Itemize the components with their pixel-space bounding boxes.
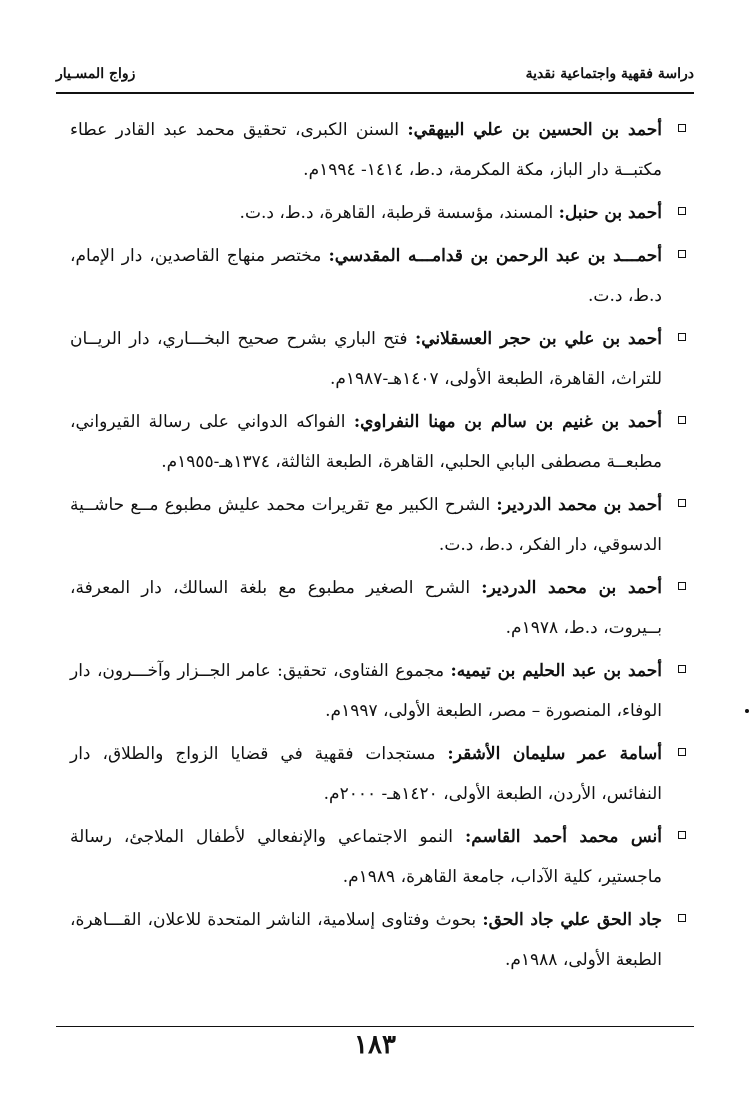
reference-entry [70, 651, 662, 731]
square-bullet-icon [678, 124, 686, 132]
reference-author: أحمـــد بن عبد الرحمن بن قدامـــه المقدسي: [328, 246, 663, 266]
square-bullet-icon [678, 831, 686, 839]
reference-details: الفواكه الدواني على رسالة القيرواني، مطبعــة مصطفى البابي الحلبي، القاهرة، الطبعة الثالثة، ١٣٧٤هـ-١٩٥٥م. [70, 412, 662, 472]
reference-details: مستجدات فقهية في قضايا الزواج والطلاق، دار النفائس، الأردن، الطبعة الأولى، ١٤٢٠هـ- ٢٠٠٠م. [70, 744, 662, 804]
reference-author: جاد الحق علي جاد الحق: [482, 910, 662, 930]
reference-author: أنس محمد أحمد القاسم: [465, 827, 662, 847]
reference-entry [70, 110, 662, 190]
header-book-subtitle: دراسة فقهية واجتماعية نقدية [525, 66, 694, 82]
footer-rule [56, 1026, 694, 1027]
header-book-title: زواج المسـيار [56, 66, 136, 82]
reference-details: المسند، مؤسسة قرطبة، القاهرة، د.ط، د.ت. [239, 203, 559, 223]
square-bullet-icon [678, 914, 686, 922]
reference-author: أحمد بن محمد الدردير: [481, 578, 662, 598]
reference-author: أحمد بن حنبل: [558, 203, 662, 223]
reference-entry [70, 900, 662, 980]
reference-entry [70, 319, 662, 399]
reference-author: أسامة عمر سليمان الأشقر: [447, 744, 662, 764]
reference-details: مختصر منهاج القاصدين، دار الإمام، د.ط، د.ت. [70, 246, 662, 306]
reference-details: بحوث وفتاوى إسلامية، الناشر المتحدة للاعلان، القـــاهرة، الطبعة الأولى، ١٩٨٨م. [70, 910, 662, 970]
square-bullet-icon [678, 582, 686, 590]
reference-details: السنن الكبرى، تحقيق محمد عبد القادر عطاء مكتبــة دار الباز، مكة المكرمة، د.ط، ١٤١٤- ١٩٩٤م. [70, 120, 662, 180]
reference-entry [70, 193, 662, 233]
square-bullet-icon [678, 665, 686, 673]
reference-author: أحمد بن علي بن حجر العسقلاني: [414, 329, 662, 349]
reference-author: أحمد بن غنيم بن سالم بن مهنا النفراوي: [353, 412, 662, 432]
square-bullet-icon [678, 748, 686, 756]
running-header [56, 62, 694, 88]
reference-entry [70, 236, 662, 316]
square-bullet-icon [678, 333, 686, 341]
header-rule [56, 92, 694, 94]
square-bullet-icon [678, 499, 686, 507]
reference-details: مجموع الفتاوى، تحقيق: عامر الجــزار وآخـــرون، دار الوفاء، المنصورة – مصر، الطبعة الأولى، ١٩٩٧م. [70, 661, 662, 721]
reference-entry [70, 568, 662, 648]
reference-list [70, 110, 662, 983]
reference-details: النمو الاجتماعي والإنفعالي لأطفال الملاجئ، رسالة ماجستير، كلية الآداب، جامعة القاهرة، ١٩٨٩م. [70, 827, 662, 887]
reference-entry [70, 734, 662, 814]
page-number: ١٨٣ [354, 1030, 396, 1060]
reference-author: أحمد بن الحسين بن علي البيهقي: [407, 120, 662, 140]
reference-entry [70, 817, 662, 897]
reference-details: فتح الباري بشرح صحيح البخـــاري، دار الريــان للتراث، القاهرة، الطبعة الأولى، ١٤٠٧هـ-١٩٨٧م. [70, 329, 662, 389]
reference-entry [70, 485, 662, 565]
reference-details: الشرح الصغير مطبوع مع بلغة السالك، دار المعرفة، بــيروت، د.ط، ١٩٧٨م. [70, 578, 662, 638]
reference-author: أحمد بن محمد الدردير: [496, 495, 662, 515]
scan-speck [745, 709, 749, 713]
reference-details: الشرح الكبير مع تقريرات محمد عليش مطبوع مــع حاشــية الدسوقي، دار الفكر، د.ط، د.ت. [70, 495, 662, 555]
square-bullet-icon [678, 416, 686, 424]
square-bullet-icon [678, 207, 686, 215]
reference-author: أحمد بن عبد الحليم بن تيميه: [450, 661, 662, 681]
reference-entry [70, 402, 662, 482]
square-bullet-icon [678, 250, 686, 258]
